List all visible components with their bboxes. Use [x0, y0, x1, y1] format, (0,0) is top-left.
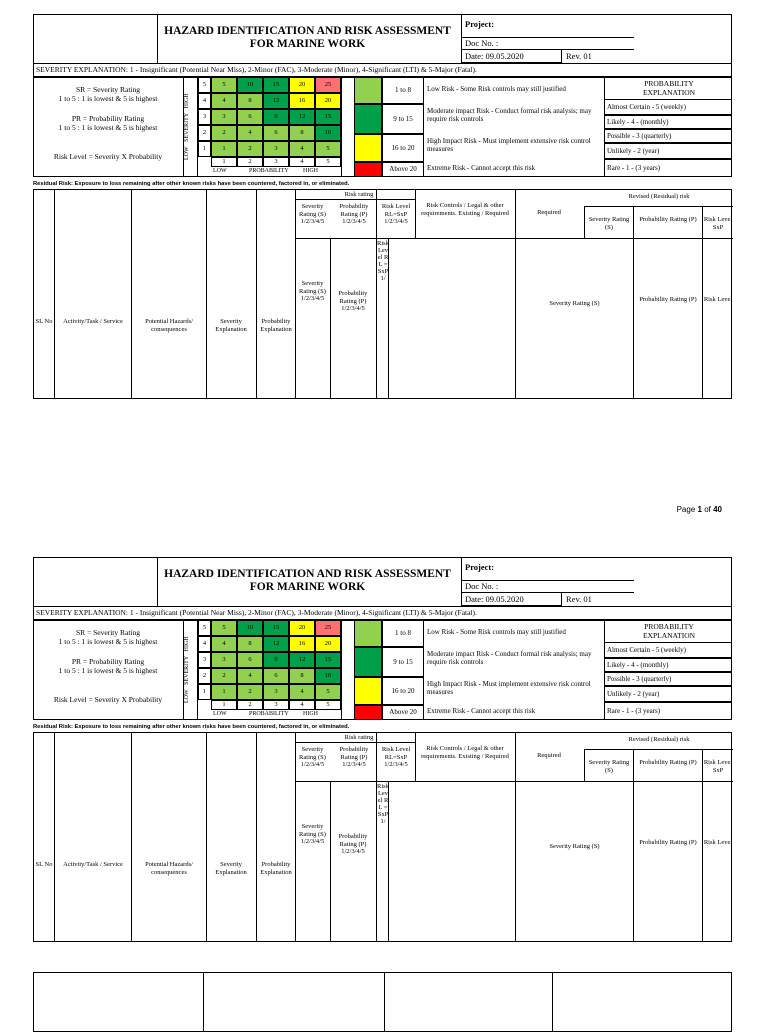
sr-line-1: SR = Severity Rating	[75, 85, 141, 94]
document-title	[157, 15, 457, 63]
date-field: Date: 09.05.2020	[462, 50, 562, 63]
range-high: 16 to 20	[382, 134, 424, 162]
matrix-cell: 8	[237, 93, 263, 109]
range-extreme: Above 20	[382, 162, 424, 177]
col-label: 4	[289, 157, 315, 167]
col-hazards: Potential Hazards/ consequences	[145, 318, 193, 333]
sub-severity: Severity Rating (S) 1/2/3/4/5	[299, 280, 326, 302]
residual-risk-note: Residual Risk: Exposure to loss remaining after other known risks have been countered, factored in, or eliminated.	[33, 181, 350, 187]
matrix-cell: 3	[211, 109, 237, 125]
matrix-cell: 4	[211, 93, 237, 109]
col-label: 3	[263, 157, 289, 167]
axis-low: LOW	[184, 146, 190, 161]
document-meta: Project: Doc No. : Date: 09.05.2020 Rev. 01	[461, 558, 634, 606]
document-meta	[461, 15, 634, 63]
next-page-table-start	[33, 972, 732, 1032]
matrix-cell: 15	[263, 77, 289, 93]
col-severity-expl: Severity Explanation	[215, 318, 247, 333]
matrix-cell: 6	[237, 109, 263, 125]
total-pages: 40	[713, 505, 722, 514]
document-header	[33, 557, 732, 607]
big-risk-level: Risk Level	[703, 296, 733, 303]
band-text-high: High Impact Risk - Must implement extensive risk control measures	[427, 137, 591, 153]
document-header	[33, 14, 732, 64]
row-label: 4	[198, 93, 211, 109]
matrix-cell: 3	[263, 141, 289, 157]
severity-explanation: SEVERITY EXPLANATION: 1 - Insignificant (Potential Near Miss), 2-Minor (FAC), 3-Moderate (Minor), 4-Significant (LTI) & 5-Major (Fatal).	[33, 607, 732, 620]
probability-title: PROBABILITY EXPLANATION	[642, 79, 696, 97]
axis-probability: PROBABILITY	[249, 168, 289, 174]
matrix-cell: 20	[289, 77, 315, 93]
col-sl-no: SL No	[35, 318, 53, 325]
row-label: 1	[198, 141, 211, 157]
axis-prob-low: LOW	[213, 168, 227, 174]
rev-severity: Severity Rating (S)	[588, 216, 630, 231]
legend-swatch-low	[354, 77, 382, 104]
residual-risk-note: Residual Risk: Exposure to loss remaining after other known risks have been countered, factored in, or eliminated.	[33, 724, 350, 730]
legend-swatch-extreme	[354, 162, 382, 177]
col-label: 5	[315, 157, 341, 167]
matrix-cell: 2	[237, 141, 263, 157]
matrix-cell: 4	[289, 141, 315, 157]
matrix-cell: 8	[289, 125, 315, 141]
row-label: 5	[198, 77, 211, 93]
pr-line-1: PR = Probability Rating	[71, 114, 145, 123]
prob-item: Unlikely - 2 (year)	[604, 143, 732, 159]
risk-assessment-table: SL No Activity/Task / Service Potential Hazards/ consequences Severity Explanation Probability Explanation Risk rating Severity Rating (S) 1/2/3/4/5 Probability Rating (P) 1/2/3/4/5 Risk Level RL=SxP 1/2/3/4/5 Risk Controls / Legal & other requirements. Existing / Required Required Revised (Residual) risk Severity Rating (S) Probability Rating (P) Risk Level SxP Severity Rating (S) 1/2/3/4/5 Probability Rating (P) 1/2/3/4/5 Risk Level RL = SxP 1/ Severity Rating (S) Probability Rating (P) Risk Level	[33, 732, 732, 942]
severity-explanation: SEVERITY EXPLANATION: 1 - Insignificant (Potential Near Miss), 2-Minor (FAC), 3-Moderate (Minor), 4-Significant (LTI) & 5-Major (Fatal).	[33, 64, 732, 77]
prob-item: Almost Certain - 5 (weekly)	[604, 99, 732, 115]
axis-severity: SEVERITY	[184, 113, 190, 143]
prob-item: Rare - 1 - (3 years)	[604, 159, 732, 177]
page-footer: Page 1 of 40	[676, 505, 722, 514]
current-page: 1	[697, 505, 702, 514]
risk-level-formula: Risk Level = Severity X Probability	[53, 152, 163, 161]
matrix-cell: 15	[315, 109, 341, 125]
prob-item: Likely - 4 - (monthly)	[604, 115, 732, 129]
revised-risk-header: Revised (Residual) risk	[628, 193, 690, 200]
matrix-cell: 9	[263, 109, 289, 125]
risk-matrix-area: SR = Severity Rating 1 to 5 : 1 is lowest & 5 is highest PR = Probability Rating 1 to 5 : 1 is lowest & 5 is highest Risk Level = Severity X Probability LOW SEVERITY HIGH 5 4 3 2 1 5 10 15 20 25 4 8 12 16 20 3 6 9 12 15 2 4 6 8 10 1 2 3 4 5 1 2 3 4 5 LOW PROBABILITY HIGH 1 to 8 9 to 15 16 to 20 Above 20 Low Risk - Some Risk controls may still justified Moderate impact Risk - Conduct formal risk analysis; may require risk controls High Impact Risk - Must implement extensive risk control measures Extreme Risk - Cannot accept this risk PROBABILITY EXPLANATION Almost Certain - 5 (weekly) Likely - 4 - (monthly) Possible - 3 (quarterly) Unlikely - 2 (year) Rare - 1 - (3 years)	[33, 620, 732, 720]
pr-line-2: 1 to 5 : 1 is lowest & 5 is highest	[58, 123, 158, 132]
document-title: HAZARD IDENTIFICATION AND RISK ASSESSMENT FOR MARINE WORK	[157, 558, 457, 606]
matrix-cell: 12	[263, 93, 289, 109]
big-severity: Severity Rating (S)	[549, 300, 600, 307]
risk-assessment-table	[33, 189, 732, 399]
rr-risk-level: Risk Level RL=SxP 1/2/3/4/5	[381, 203, 411, 225]
band-text-low: Low Risk - Some Risk controls may still justified	[427, 85, 566, 93]
col-probability-expl: Probability Explanation	[260, 318, 292, 333]
project-field: Project:	[462, 15, 634, 38]
title-line-2: FOR MARINE WORK	[249, 38, 366, 50]
matrix-cell: 5	[315, 141, 341, 157]
range-low: 1 to 8	[382, 77, 424, 104]
risk-rating-header: Risk rating	[344, 191, 374, 198]
page-two	[33, 557, 732, 942]
range-moderate: 9 to 15	[382, 104, 424, 134]
col-risk-controls: Risk Controls / Legal & other requirements. Existing / Required	[421, 202, 509, 217]
sub-probability: Probability Rating (P) 1/2/3/4/5	[338, 290, 368, 312]
matrix-cell: 4	[237, 125, 263, 141]
matrix-cell: 1	[211, 141, 237, 157]
matrix-cell: 20	[315, 93, 341, 109]
matrix-cell: 10	[237, 77, 263, 93]
col-required: Required	[537, 209, 561, 216]
risk-matrix-area	[33, 77, 732, 177]
col-label: 1	[211, 157, 237, 167]
prob-item: Possible - 3 (quarterly)	[604, 129, 732, 143]
doc-no-field: Doc No. :	[462, 38, 634, 50]
legend-swatch-high	[354, 134, 382, 162]
matrix-cell: 12	[289, 109, 315, 125]
row-label: 2	[198, 125, 211, 141]
rr-probability: Probability Rating (P) 1/2/3/4/5	[339, 203, 369, 225]
matrix-cell: 2	[211, 125, 237, 141]
legend-swatch-moderate	[354, 104, 382, 134]
big-probability: Probability Rating (P)	[639, 296, 697, 303]
rr-severity: Severity Rating (S) 1/2/3/4/5	[299, 203, 326, 225]
rev-field: Rev. 01	[566, 51, 592, 61]
band-text-moderate: Moderate impact Risk - Conduct formal risk analysis; may require risk controls	[427, 107, 592, 123]
matrix-cell: 6	[263, 125, 289, 141]
rev-probability: Probability Rating (P)	[639, 216, 697, 223]
sr-line-2: 1 to 5 : 1 is lowest & 5 is highest	[58, 94, 158, 103]
page-one	[33, 14, 732, 399]
col-activity: Activity/Task / Service	[63, 318, 123, 325]
rev-risk-level: Risk Level SxP	[703, 216, 733, 231]
sub-risk-level-vertical: Risk Level RL = SxP 1/	[377, 240, 389, 282]
title-line-1: HAZARD IDENTIFICATION AND RISK ASSESSMENT	[164, 25, 451, 37]
row-label: 3	[198, 109, 211, 125]
matrix-cell: 16	[289, 93, 315, 109]
axis-prob-high: HIGH	[303, 168, 318, 174]
band-text-extreme: Extreme Risk - Cannot accept this risk	[427, 164, 536, 172]
axis-high: HIGH	[184, 93, 190, 109]
col-label: 2	[237, 157, 263, 167]
matrix-cell: 10	[315, 125, 341, 141]
matrix-cell: 25	[315, 77, 341, 93]
matrix-cell: 5	[211, 77, 237, 93]
